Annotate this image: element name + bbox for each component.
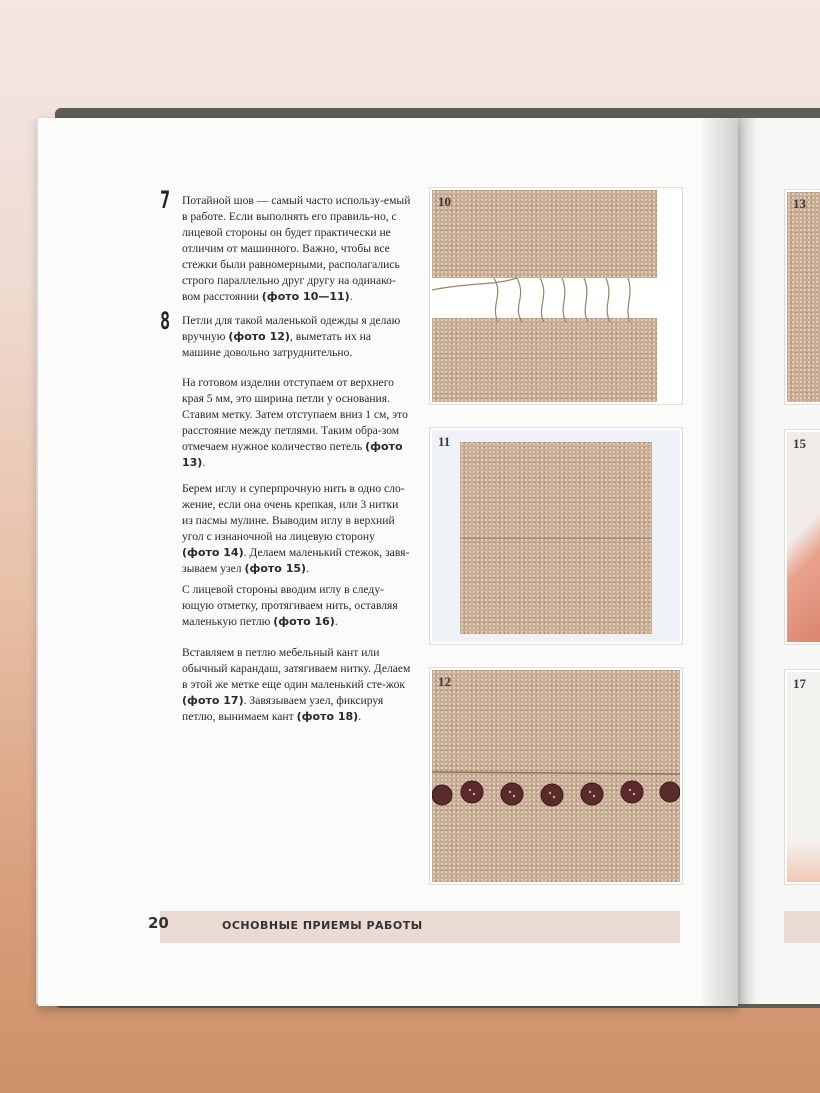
photo-15-label: 15: [793, 436, 806, 451]
hidden-seam: [460, 538, 652, 539]
photo-15-partial: [785, 430, 820, 644]
step-8-paragraph-4: С лицевой стороны вводим иглу в следу-ющую отметку, протягиваем нить, оставляя маленькую петлю (фото 16).: [182, 583, 398, 628]
stitch-threads: [432, 190, 680, 402]
step-8-paragraph-3: Берем иглу и суперпрочную нить в одно сло-жение, если она очень крепкая, или 3 нитки из пасмы мулине. Выводим иглу в верхний угол с изнаночной на лицевую сторону (фото 14). Делаем маленький стежок, завя-зываем узел (фото 15).: [182, 482, 410, 575]
section-title: ОСНОВНЫЕ ПРИЕМЫ РАБОТЫ: [222, 919, 423, 932]
photo-12: [430, 668, 682, 884]
step-8-paragraph-5: Вставляем в петлю мебельный кант или обычный карандаш, затягиваем нитку. Делаем в этой же метке еще один маленький сте-жок (фото 17). Завязываем узел, фиксируя петлю, вынимаем кант (фото 18).: [182, 646, 411, 723]
page-number: 20: [148, 914, 169, 932]
step-7-text: Потайной шов — самый часто использу-емый в работе. Если выполнять его правиль-но, с лицевой стороны он будет практически не отличим от машинного. Важно, чтобы все стежки были равномерными, располагались строго параллельно друг другу на одинако-вом расстоянии (фото 10—11).: [182, 194, 411, 303]
photo-13-label: 13: [793, 196, 806, 211]
photo-17-partial: [785, 670, 820, 884]
buttonholes-with-buttons: [432, 670, 680, 882]
photo-10-label: 10: [438, 194, 451, 209]
photo-10: [430, 188, 682, 404]
photo-17-label: 17: [793, 676, 806, 691]
step-8-paragraph-1: Петли для такой маленькой одежды я делаю вручную (фото 12), выметать их на машине довольно затруднительно.: [182, 314, 401, 359]
photo-11: [430, 428, 682, 644]
right-footer-bar: [784, 911, 820, 943]
step-number-8: 8: [160, 307, 171, 335]
step-number-7: 7: [160, 186, 171, 214]
photo-12-label: 12: [438, 674, 451, 689]
step-8-paragraph-2: На готовом изделии отступаем от верхнего края 5 мм, это ширина петли у основания. Ставим метку. Затем отступаем вниз 1 см, это расстояние между петлями. Таким обра-зом отмечаем нужное количество петель (фото 13).: [182, 376, 408, 469]
photo-11-label: 11: [438, 434, 451, 449]
photo-13-partial: [785, 190, 820, 404]
